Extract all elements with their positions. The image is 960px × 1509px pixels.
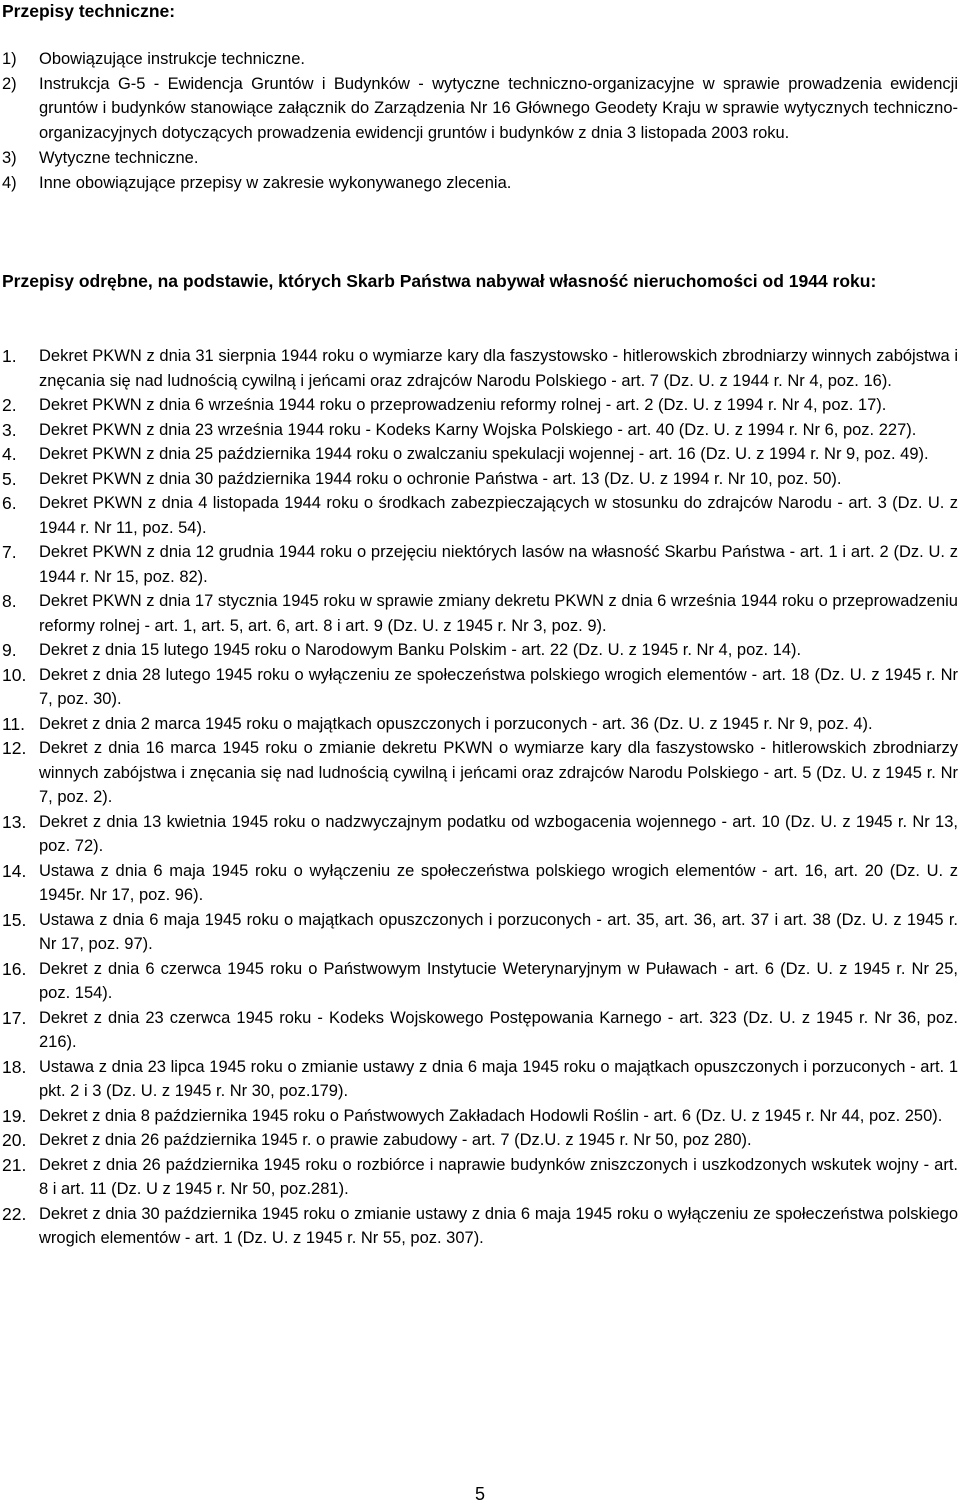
- list-item: [2, 540, 958, 589]
- item-number: 3): [2, 148, 17, 167]
- item-number: 6.: [2, 493, 17, 513]
- list-item: [2, 146, 958, 171]
- list-item: [2, 1128, 958, 1153]
- item-text: Ustawa z dnia 6 maja 1945 roku o majątkach opuszczonych i porzuconych - art. 35, art. 36, art. 37 i art. 38 (Dz. U. z 1945 r. Nr 17, poz. 97).: [39, 910, 958, 953]
- item-text: Dekret z dnia 30 października 1945 roku o zmianie ustawy z dnia 6 maja 1945 roku o wyłączeniu ze społeczeństwa polskiego wrogich elementów - art. 1 (Dz. U. z 1945 r. Nr 55, poz. 307).: [39, 1204, 958, 1247]
- item-text: Dekret PKWN z dnia 30 października 1944 roku o ochronie Państwa - art. 13 (Dz. U. z 1994 r. Nr 10, poz. 50).: [39, 469, 842, 488]
- item-text: Inne obowiązujące przepisy w zakresie wykonywanego zlecenia.: [39, 173, 512, 192]
- list-item: [2, 491, 958, 540]
- item-number: 1.: [2, 346, 17, 366]
- item-text: Dekret PKWN z dnia 25 października 1944 roku o zwalczaniu spekulacji wojennej - art. 16 (Dz. U. z 1994 r. Nr 9, poz. 49).: [39, 445, 929, 463]
- list-item: [2, 663, 958, 712]
- item-number: 20.: [2, 1130, 27, 1150]
- list-item: [2, 72, 958, 146]
- item-number: 15.: [2, 909, 27, 930]
- item-number: 7.: [2, 542, 17, 562]
- item-number: 22.: [2, 1203, 27, 1224]
- list-item: [2, 1153, 958, 1202]
- item-text: Dekret z dnia 15 lutego 1945 roku o Narodowym Banku Polskim - art. 22 (Dz. U. z 1945 r. Nr 4, poz. 14).: [39, 641, 802, 659]
- item-text: Obowiązujące instrukcje techniczne.: [39, 50, 305, 68]
- list-item: [2, 638, 958, 663]
- item-text: Dekret z dnia 26 października 1945 roku o rozbiórce i naprawie budynków zniszczonych i uszkodzonych wskutek wojny - art. 8 i art. 11 (Dz. U z 1945 r. Nr 50, poz.281).: [39, 1155, 958, 1198]
- item-number: 9.: [2, 640, 17, 660]
- item-number: 18.: [2, 1056, 27, 1077]
- item-text: Dekret z dnia 26 października 1945 r. o prawie zabudowy - art. 7 (Dz.U. z 1945 r. Nr 50, poz 280).: [39, 1131, 752, 1149]
- item-number: 10.: [2, 664, 27, 685]
- list-item: [2, 393, 958, 418]
- item-number: 19.: [2, 1105, 27, 1126]
- item-text: Instrukcja G-5 - Ewidencja Gruntów i Budynków - wytyczne techniczno-organizacyjne w sprawie prowadzenia ewidencji gruntów i budynków stanowiące załącznik do Zarządzenia Nr 16 Głównego Geodety Kraju w sprawie wytycznych techniczno-organizacyjnych dotyczących prowadzenia ewidencji gruntów i budynków z dnia 3 listopada 2003 roku.: [39, 74, 958, 143]
- list-item: [2, 1202, 958, 1251]
- page-number: 5: [474, 1484, 485, 1504]
- list-item: [2, 1055, 958, 1104]
- item-text: Dekret z dnia 23 czerwca 1945 roku - Kodeks Wojskowego Postępowania Karnego - art. 323 (Dz. U. z 1945 r. Nr 36, poz. 216).: [39, 1008, 958, 1051]
- item-number: 13.: [2, 811, 27, 832]
- technical-regulations-list: [2, 47, 958, 195]
- list-item: [2, 1104, 958, 1129]
- section-heading-technical: Przepisy techniczne:: [2, 1, 176, 21]
- item-number: 1): [2, 50, 17, 68]
- separate-regulations-list: [2, 344, 958, 1251]
- list-item: [2, 442, 958, 467]
- item-number: 16.: [2, 958, 27, 979]
- item-text: Dekret z dnia 16 marca 1945 roku o zmianie dekretu PKWN o wymiarze kary dla faszystowsko - hitlerowskich zbrodniarzy winnych zabójstwa i znęcania się nad ludnością cywilną i jeńcami oraz zdrajców Narodu Polskiego - art. 5 (Dz. U. z 1945 r. Nr 7, poz. 2).: [39, 739, 958, 806]
- list-item: [2, 171, 958, 196]
- list-item: [2, 712, 958, 737]
- item-number: 5.: [2, 468, 17, 489]
- item-text: Wytyczne techniczne.: [39, 148, 199, 167]
- item-text: Ustawa z dnia 6 maja 1945 roku o wyłączeniu ze społeczeństwa polskiego wrogich elementów - art. 16, art. 20 (Dz. U. z 1945r. Nr 17, poz. 96).: [39, 861, 958, 904]
- item-text: Dekret z dnia 13 kwietnia 1945 roku o nadzwyczajnym podatku od wzbogacenia wojennego - art. 10 (Dz. U. z 1945 r. Nr 13, poz. 72).: [39, 812, 958, 855]
- item-text: Dekret PKWN z dnia 4 listopada 1944 roku o środkach zabezpieczających w stosunku do zdrajców Narodu - art. 3 (Dz. U. z 1944 r. Nr 11, poz. 54).: [39, 494, 958, 537]
- item-number: 14.: [2, 860, 27, 881]
- item-text: Dekret PKWN z dnia 6 września 1944 roku o przeprowadzeniu reformy rolnej - art. 2 (Dz. U. z 1994 r. Nr 4, poz. 17).: [39, 396, 887, 414]
- list-item: [2, 957, 958, 1006]
- item-number: 4): [2, 173, 17, 192]
- item-number: 3.: [2, 419, 17, 440]
- item-text: Dekret z dnia 8 października 1945 roku o Państwowych Zakładach Hodowli Roślin - art. 6 (Dz. U. z 1945 r. Nr 44, poz. 250).: [39, 1106, 943, 1125]
- item-number: 8.: [2, 591, 17, 611]
- list-item: [2, 908, 958, 957]
- list-item: [2, 344, 958, 393]
- list-item: [2, 810, 958, 859]
- list-item: [2, 736, 958, 810]
- item-number: 4.: [2, 444, 17, 464]
- item-text: Dekret z dnia 28 lutego 1945 roku o wyłączeniu ze społeczeństwa polskiego wrogich elementów - art. 18 (Dz. U. z 1945 r. Nr 7, poz. 30).: [39, 665, 958, 708]
- item-number: 17.: [2, 1007, 27, 1028]
- item-text: Ustawa z dnia 23 lipca 1945 roku o zmianie ustawy z dnia 6 maja 1945 roku o majątkach opuszczonych i porzuconych - art. 1 pkt. 2 i 3 (Dz. U. z 1945 r. Nr 30, poz.179).: [39, 1057, 958, 1100]
- item-text: Dekret PKWN z dnia 31 sierpnia 1944 roku o wymiarze kary dla faszystowsko - hitlerowskich zbrodniarzy winnych zabójstwa i znęcania się nad ludnością cywilną i jeńcami oraz zdrajców Narodu Polskiego - art. 7 (Dz. U. z 1944 r. Nr 4, poz. 16).: [39, 347, 958, 390]
- item-text: Dekret z dnia 2 marca 1945 roku o majątkach opuszczonych i porzuconych - art. 36 (Dz. U. z 1945 r. Nr 9, poz. 4).: [39, 714, 873, 733]
- list-item: [2, 589, 958, 638]
- list-item: [2, 418, 958, 443]
- item-number: 12.: [2, 738, 27, 758]
- item-text: Dekret PKWN z dnia 17 stycznia 1945 roku w sprawie zmiany dekretu PKWN z dnia 6 września 1944 roku o przeprowadzeniu reformy rolnej - art. 1, art. 5, art. 6, art. 8 i art. 9 (Dz. U. z 1945 r. Nr 3, poz. 9).: [39, 592, 958, 635]
- item-text: Dekret PKWN z dnia 12 grudnia 1944 roku o przejęciu niektórych lasów na własność Skarbu Państwa - art. 1 i art. 2 (Dz. U. z 1944 r. Nr 15, poz. 82).: [39, 543, 958, 586]
- item-number: 11.: [2, 713, 26, 734]
- item-text: Dekret z dnia 6 czerwca 1945 roku o Państwowym Instytucie Weterynaryjnym w Puławach - art. 6 (Dz. U. z 1945 r. Nr 25, poz. 154).: [39, 959, 958, 1002]
- list-item: [2, 467, 958, 492]
- section-heading-separate-regulations: Przepisy odrębne, na podstawie, których Skarb Państwa nabywał własność nieruchomości od 1944 roku:: [2, 271, 877, 291]
- item-text: Dekret PKWN z dnia 23 września 1944 roku - Kodeks Karny Wojska Polskiego - art. 40 (Dz. U. z 1994 r. Nr 6, poz. 227).: [39, 420, 917, 439]
- list-item: [2, 47, 958, 72]
- item-number: 2): [2, 74, 17, 93]
- list-item: [2, 1006, 958, 1055]
- item-number: 2.: [2, 395, 17, 415]
- list-item: [2, 859, 958, 908]
- item-number: 21.: [2, 1154, 27, 1175]
